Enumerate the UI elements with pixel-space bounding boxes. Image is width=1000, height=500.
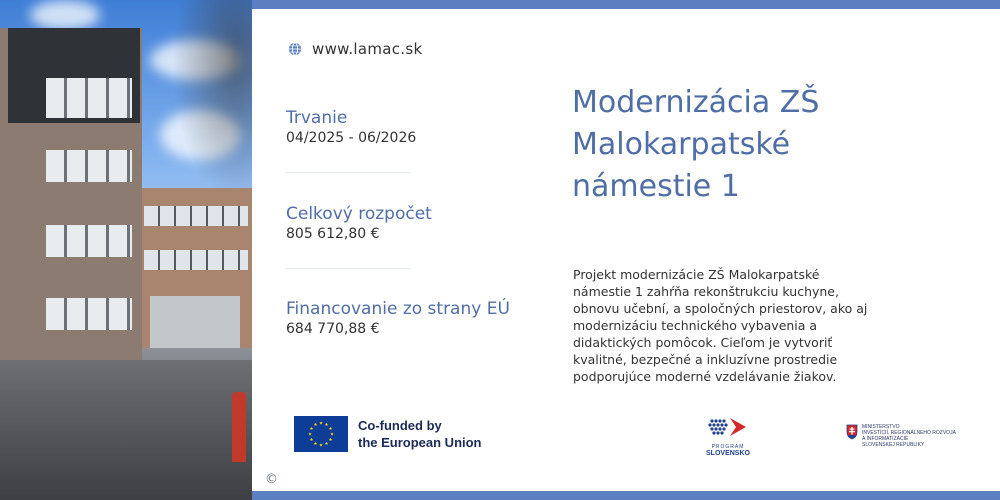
bottom-accent-bar [252, 491, 1000, 500]
eu-funding-label: Financovanie zo strany EÚ [286, 299, 510, 319]
description-line: obnovu učební, a spoločných priestorov, ako aj [573, 301, 868, 316]
eu-star [330, 432, 333, 435]
divider [286, 268, 410, 269]
ministry-line: INVESTÍCIÍ, REGIONÁLNEHO ROZVOJA [862, 430, 956, 436]
website-url: www.lamac.sk [312, 40, 423, 58]
program-slovensko-logo [702, 416, 754, 457]
eu-logo-line: the European Union [358, 435, 482, 450]
ministry-line: MINISTERSTVO [862, 424, 900, 430]
budget-block [286, 204, 432, 242]
duration-label: Trvanie [286, 108, 348, 128]
budget-value: 805 612,80 € [286, 226, 380, 242]
title-line: Malokarpatské [572, 127, 791, 162]
description-line: Projekt modernizácie ZŠ Malokarpatské [573, 267, 820, 282]
description-line: námestie 1 zahŕňa rekonštrukciu kuchyne, [573, 284, 839, 299]
program-label: PROGRAM [711, 444, 745, 450]
description-line: kvalitné, bezpečné a inkluzívne prostredie [573, 352, 838, 367]
eu-star [325, 423, 328, 426]
duration-value: 04/2025 - 06/2026 [286, 130, 417, 146]
eu-star [329, 438, 332, 441]
eu-funding-block [286, 299, 510, 337]
eu-star [329, 427, 332, 430]
description-line: podporujúce moderné vzdelávanie žiakov. [573, 369, 837, 384]
globe-icon [288, 42, 302, 56]
program-slovensko-icon [706, 416, 750, 438]
eu-star [310, 427, 313, 430]
website-link[interactable] [288, 40, 422, 58]
eu-funding-value: 684 770,88 € [286, 321, 380, 337]
eu-star [325, 442, 328, 445]
eu-star [314, 423, 317, 426]
description-line: modernizáciu technického vybavenia a [573, 318, 818, 333]
duration-block [286, 108, 416, 146]
eu-star [319, 443, 322, 446]
eu-star [319, 421, 322, 424]
title-line: námestie 1 [572, 169, 740, 204]
project-title [572, 82, 972, 208]
eu-star [314, 442, 317, 445]
eu-star [308, 432, 311, 435]
eu-flag-icon [294, 416, 348, 452]
title-line: Modernizácia ZŠ [572, 85, 820, 120]
divider [286, 172, 410, 173]
fire-hydrant [232, 392, 246, 462]
ministry-line: A INFORMATIZÁCIE [862, 436, 909, 442]
copyright-mark: © [265, 472, 278, 487]
slovak-coat-of-arms-icon [846, 424, 858, 440]
eu-logo-line: Co-funded by [358, 418, 442, 433]
ministry-line: SLOVENSKEJ REPUBLIKY [862, 442, 925, 448]
ministry-logo [846, 424, 972, 448]
slovensko-label: SLOVENSKO [706, 450, 750, 457]
project-description [573, 266, 873, 385]
budget-label: Celkový rozpočet [286, 204, 432, 224]
eu-star [310, 438, 313, 441]
school-building-photo [0, 0, 252, 500]
eu-cofunded-logo [294, 416, 482, 452]
top-accent-bar [252, 0, 1000, 9]
description-line: didaktických pomôcok. Cieľom je vytvoriť [573, 335, 833, 350]
